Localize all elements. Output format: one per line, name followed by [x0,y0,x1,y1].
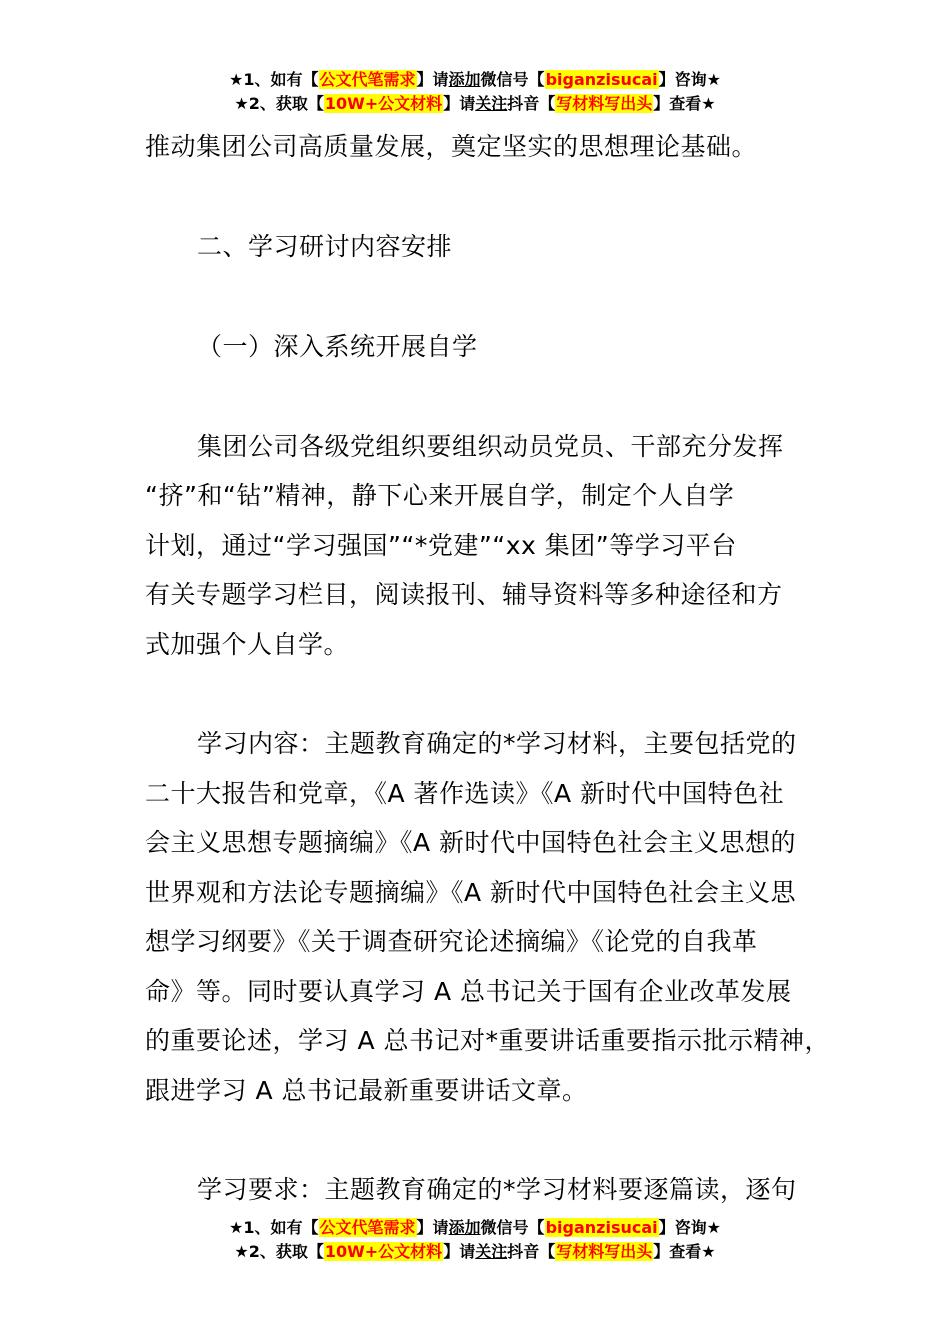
banner-line-1-highlight-2: biganzisucai [545,70,658,89]
banner-line-1-mid-2: 微信号【 [480,1218,545,1237]
text-line: 的重要论述，学习 A 总书记对*重要讲话重要指示批示精神， [145,1026,830,1055]
banner-line-2-mid-2: 抖音【 [507,1242,556,1261]
section-heading-text: 二、学习研讨内容安排 [197,231,453,261]
text-line: 计划，通过“学习强国”“*党建”“xx 集团”等学习平台 [145,530,737,560]
section-heading [145,222,835,272]
banner-line-2 [0,1240,950,1264]
banner-line-1-mid-1: 】请 [416,1218,449,1237]
subsection-heading [145,322,835,372]
text-line: 集团公司各级党组织要组织动员党员、干部充分发挥 [197,431,784,461]
banner-line-2-underline: 关注 [475,1242,508,1261]
banner-line-2-underline: 关注 [475,94,508,113]
banner-line-2-highlight-2: 写材料写出头 [556,94,653,113]
banner-line-1-underline: 添加 [448,1218,481,1237]
paragraph-intro [145,122,835,172]
banner-line-2-highlight-1: 10W+公文材料 [324,94,443,113]
banner-line-2-highlight-2: 写材料写出头 [556,1242,653,1261]
banner-line-1 [0,68,950,92]
banner-line-1-mid-1: 】请 [416,70,449,89]
text-line: 学习要求：主题教育确定的*学习材料要逐篇读，逐句 [197,1175,797,1204]
banner-line-1-highlight-1: 公文代笔需求 [319,1218,416,1237]
banner-line-2-prefix: ★2、获取【 [234,1242,324,1261]
paragraph-study-content [145,719,835,1115]
banner-line-2-suffix: 】查看★ [653,94,716,113]
banner-line-1-highlight-1: 公文代笔需求 [319,70,416,89]
subsection-heading-text: （一）深入系统开展自学 [197,332,478,361]
banner-line-1 [0,1216,950,1240]
banner-line-2-prefix: ★2、获取【 [234,94,324,113]
banner-line-2-mid-1: 】请 [443,94,476,113]
text-line: 命》等。同时要认真学习 A 总书记关于国有企业改革发展 [145,976,792,1006]
banner-line-1-prefix: ★1、如有【 [229,1218,319,1237]
paragraph-self-study [145,422,835,670]
text-line: 学习内容：主题教育确定的*学习材料，主要包括党的 [197,729,797,758]
text-line: 推动集团公司高质量发展，奠定坚实的思想理论基础。 [145,132,758,161]
text-line: 想学习纲要》《关于调查研究论述摘编》《论党的自我革 [145,927,758,956]
text-line: 式加强个人自学。 [145,629,350,659]
text-line: 世界观和方法论专题摘编》《A 新时代中国特色社会主义思 [145,877,797,907]
paragraph-study-requirements [145,1165,835,1215]
banner-line-1-mid-2: 微信号【 [480,70,545,89]
text-line: 会主义思想专题摘编》《A 新时代中国特色社会主义思想的 [145,828,797,857]
header-banner [0,68,950,116]
banner-line-1-underline: 添加 [448,70,481,89]
banner-line-2-highlight-1: 10W+公文材料 [324,1242,443,1261]
banner-line-1-suffix: 】咨询★ [658,70,721,89]
banner-line-1-highlight-2: biganzisucai [545,1218,658,1237]
banner-line-2-mid-1: 】请 [443,1242,476,1261]
banner-line-1-suffix: 】咨询★ [658,1218,721,1237]
banner-line-1-prefix: ★1、如有【 [229,70,319,89]
text-line: 跟进学习 A 总书记最新重要讲话文章。 [145,1075,588,1105]
document-body [145,122,835,1215]
text-line: 有关专题学习栏目，阅读报刊、辅导资料等多种途径和方 [145,580,783,609]
banner-line-2-suffix: 】查看★ [653,1242,716,1261]
text-line: “挤”和“钻”精神，静下心来开展自学，制定个人自学 [145,481,735,510]
text-line: 二十大报告和党章，《A 著作选读》《A 新时代中国特色社 [145,778,785,808]
banner-line-2-mid-2: 抖音【 [507,94,556,113]
banner-line-2 [0,92,950,116]
footer-banner [0,1216,950,1264]
